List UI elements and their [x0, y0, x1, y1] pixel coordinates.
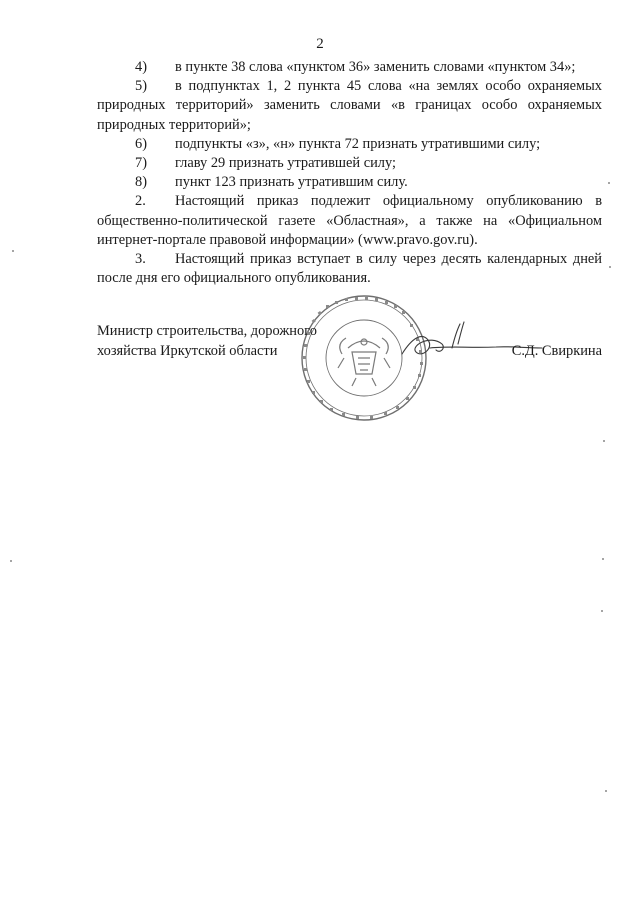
list-item: [97, 192, 602, 211]
item-number: 2.: [135, 193, 146, 210]
scan-speck: [10, 560, 12, 562]
list-item: [97, 135, 602, 154]
scan-speck: [608, 182, 610, 184]
item-continuation: [97, 231, 602, 250]
page-number: 2: [316, 36, 324, 52]
scan-speck: [12, 250, 14, 252]
item-text-cont: после дня его официального опубликования.: [97, 270, 371, 287]
item-text-cont: общественно-политической газете «Областная», а также на «Официальном: [97, 212, 602, 229]
list-item: [97, 77, 602, 96]
item-number: 8): [135, 174, 147, 191]
item-number: 7): [135, 155, 147, 172]
item-text: в подпунктах 1, 2 пункта 45 слова «на землях особо охраняемых: [175, 78, 602, 95]
list-item: [97, 173, 602, 192]
scan-speck: [603, 440, 605, 442]
item-number: 5): [135, 78, 147, 95]
item-number: 6): [135, 135, 147, 152]
item-number: 3.: [135, 251, 146, 268]
item-text-cont: природных территорий» заменить словами «в границах особо охраняемых: [97, 97, 602, 114]
item-text-cont2: природных территорий»;: [97, 116, 251, 133]
signature-block: [97, 322, 602, 361]
signatory-name: С.Д. Свиркина: [511, 342, 602, 359]
item-number: 4): [135, 59, 147, 75]
scan-speck: [601, 610, 603, 612]
list-item: [97, 58, 602, 77]
document-body: [97, 58, 602, 288]
list-item: [97, 250, 602, 269]
item-text: в пункте 38 слова «пунктом 36» заменить словами «пунктом 34»;: [175, 59, 576, 75]
item-continuation: [97, 116, 602, 135]
item-text: пункт 123 признать утратившим силу.: [175, 174, 408, 191]
scan-speck: [609, 266, 611, 268]
signatory-title-line2: хозяйства Иркутской области: [97, 342, 278, 359]
signatory-title-line1: Министр строительства, дорожного: [97, 323, 317, 339]
item-text-cont2: интернет-портале правовой информации» (www.pravo.gov.ru).: [97, 231, 478, 248]
item-text: главу 29 признать утратившей силу;: [175, 155, 396, 172]
scan-speck: [602, 558, 604, 560]
item-text: Настоящий приказ подлежит официальному опубликованию в: [175, 193, 602, 210]
item-continuation: [97, 212, 602, 231]
item-text: Настоящий приказ вступает в силу через десять календарных дней: [175, 251, 602, 268]
list-item: [97, 154, 602, 173]
item-text: подпункты «з», «н» пункта 72 признать утратившими силу;: [175, 135, 541, 152]
item-continuation: [97, 96, 602, 115]
scan-speck: [605, 790, 607, 792]
item-continuation: [97, 269, 602, 288]
